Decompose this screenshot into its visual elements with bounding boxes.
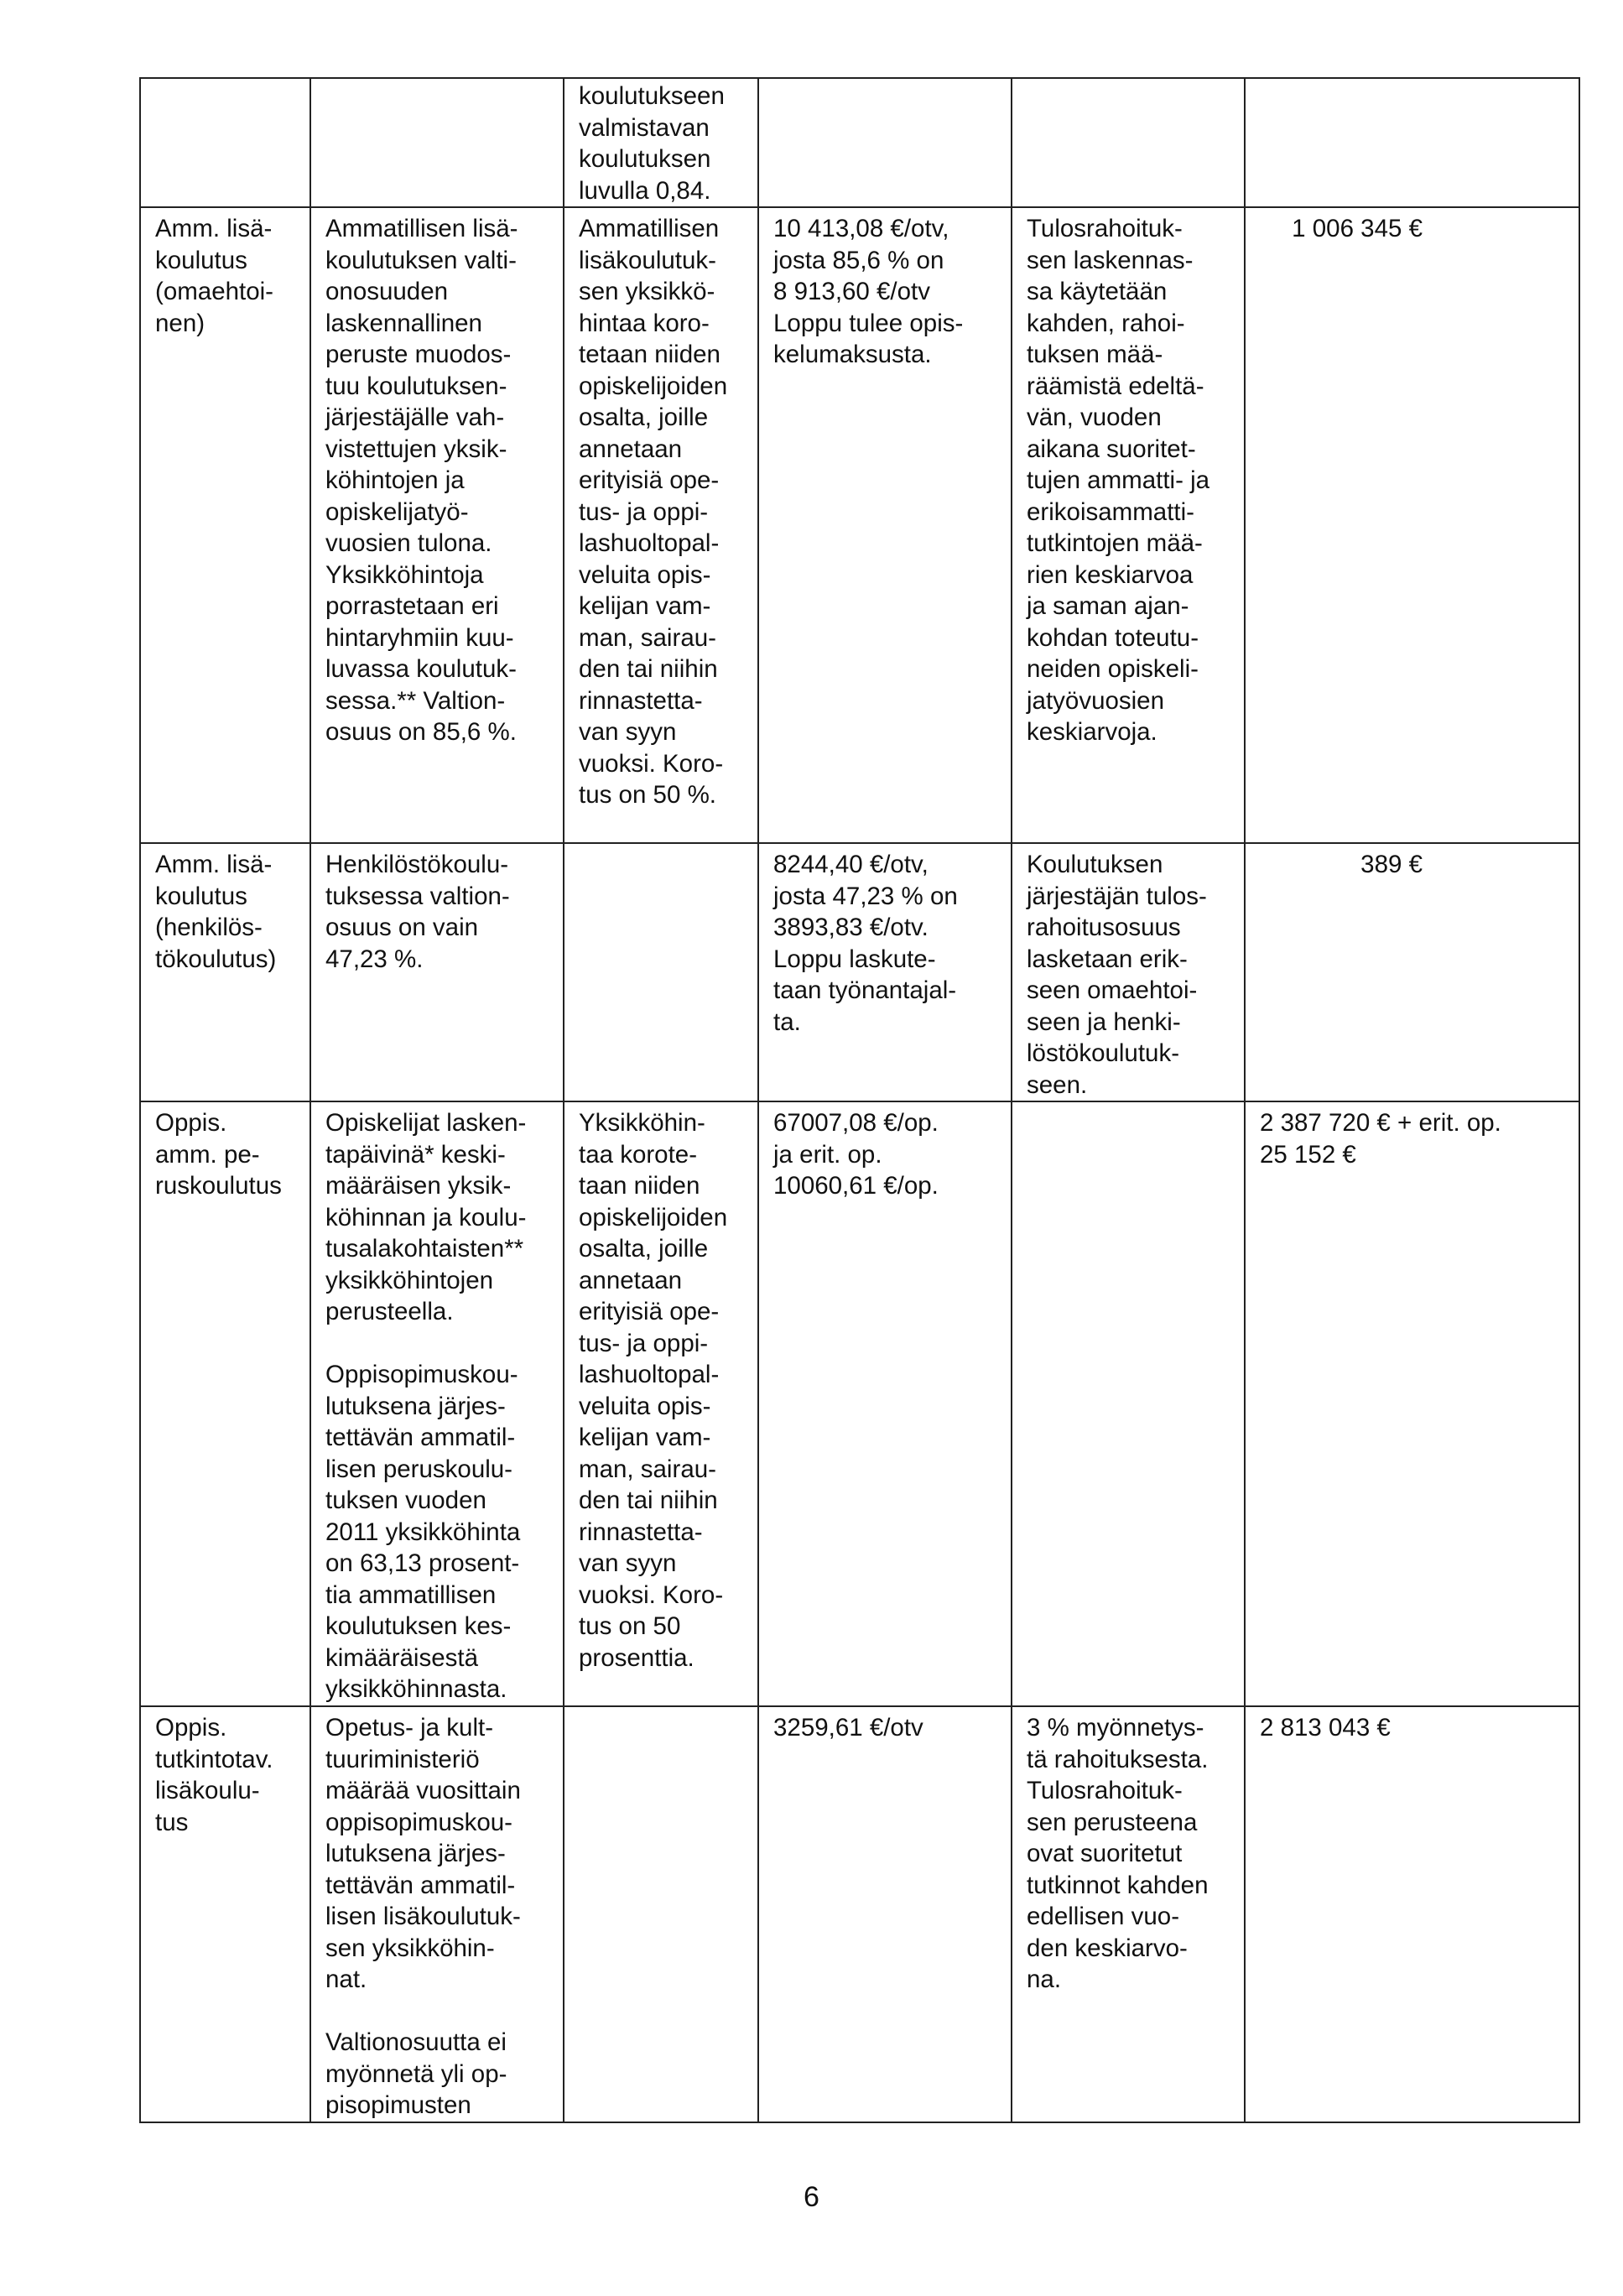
cell-unit-price: 67007,08 €/op. ja erit. op. 10060,61 €/op.: [758, 1101, 1012, 1706]
table-row: [140, 78, 1579, 207]
table-row: [140, 843, 1579, 1101]
cell-performance-funding: 3 % myönnetys- tä rahoituksesta. Tulosrahoituk- sen perusteena ovat suoritetut tutkinnot kahden edellisen vuo- den keskiarvo- na.: [1012, 1706, 1245, 2122]
cell-unit-price: [758, 78, 1012, 207]
cell-performance-funding: [1012, 78, 1245, 207]
cell-education-type: Oppis. tutkintotav. lisäkoulu- tus: [140, 1706, 310, 2122]
table-row: [140, 1101, 1579, 1706]
table-row: [140, 1706, 1579, 2122]
cell-unit-price: 10 413,08 €/otv, josta 85,6 % on 8 913,60 €/otv Loppu tulee opis- kelumaksusta.: [758, 207, 1012, 843]
cell-funding-basis: Henkilöstökoulu- tuksessa valtion- osuus on vain 47,23 %.: [310, 843, 564, 1101]
cell-education-type: [140, 78, 310, 207]
cell-price-increase: Ammatillisen lisäkoulutuk- sen yksikkö- hintaa koro- tetaan niiden opiskelijoiden osalta, joille annetaan erityisiä ope- tus- ja oppi- lashuoltopal- veluita opis- kelijan vam- man, sairau- den tai niihin rinnastetta- van syyn vuoksi. Koro- tus on 50 %.: [564, 207, 758, 843]
cell-performance-funding: Tulosrahoituk- sen laskennas- sa käytetään kahden, rahoi- tuksen mää- räämistä edeltä- vän, vuoden aikana suoritet- tujen ammatti- ja erikoisammatti- tutkintojen mää- rien keskiarvoa ja saman ajan- kohdan toteutu- neiden opiskeli- jatyövuosien keskiarvoja.: [1012, 207, 1245, 843]
cell-total-amount: 1 006 345 €: [1245, 207, 1579, 843]
cell-total-amount: 2 813 043 €: [1245, 1706, 1579, 2122]
cell-funding-basis: Ammatillisen lisä- koulutuksen valti- onosuuden laskennallinen peruste muodos- tuu koulutuksen- järjestäjälle vah- vistettujen yksik- köhintojen ja opiskelijatyö- vuosien tulona. Yksikköhintoja porrastetaan eri hintaryhmiin kuu- luvassa koulutuk- sessa.** Valtion- osuus on 85,6 %.: [310, 207, 564, 843]
cell-education-type: Oppis. amm. pe- ruskoulutus: [140, 1101, 310, 1706]
table-row: [140, 207, 1579, 843]
cell-funding-basis: Opetus- ja kult- tuuriministeriö määrää vuosittain oppisopimuskou- lutuksena järjes- tettävän ammatil- lisen lisäkoulutuk- sen yksikköhin- nat. Valtionosuutta ei myönnetä yli op- pisopimusten: [310, 1706, 564, 2122]
page-number: 6: [804, 2181, 819, 2213]
cell-price-increase: koulutukseen valmistavan koulutuksen luvulla 0,84.: [564, 78, 758, 207]
cell-unit-price: 3259,61 €/otv: [758, 1706, 1012, 2122]
cell-unit-price: 8244,40 €/otv, josta 47,23 % on 3893,83 €/otv. Loppu laskute- taan työnantajal- ta.: [758, 843, 1012, 1101]
cell-total-amount: 2 387 720 € + erit. op. 25 152 €: [1245, 1101, 1579, 1706]
cell-price-increase: Yksikköhin- taa korote- taan niiden opiskelijoiden osalta, joille annetaan erityisiä ope- tus- ja oppi- lashuoltopal- veluita opis- kelijan vam- man, sairau- den tai niihin rinnastetta- van syyn vuoksi. Koro- tus on 50 prosenttia.: [564, 1101, 758, 1706]
cell-performance-funding: [1012, 1101, 1245, 1706]
cell-education-type: Amm. lisä- koulutus (omaehtoi- nen): [140, 207, 310, 843]
funding-table: [139, 77, 1580, 2123]
cell-total-amount: [1245, 78, 1579, 207]
cell-funding-basis: Opiskelijat lasken- tapäivinä* keski- määräisen yksik- köhinnan ja koulu- tusalakohtaisten** yksikköhintojen perusteella. Oppisopimuskou- lutuksena järjes- tettävän ammatil- lisen peruskoulu- tuksen vuoden 2011 yksikköhinta on 63,13 prosent- tia ammatillisen koulutuksen kes- kimääräisestä yksikköhinnasta.: [310, 1101, 564, 1706]
cell-funding-basis: [310, 78, 564, 207]
cell-price-increase: [564, 843, 758, 1101]
cell-education-type: Amm. lisä- koulutus (henkilös- tökoulutus): [140, 843, 310, 1101]
cell-price-increase: [564, 1706, 758, 2122]
cell-total-amount: 389 €: [1245, 843, 1579, 1101]
cell-performance-funding: Koulutuksen järjestäjän tulos- rahoitusosuus lasketaan erik- seen omaehtoi- seen ja henki- löstökoulutuk- seen.: [1012, 843, 1245, 1101]
